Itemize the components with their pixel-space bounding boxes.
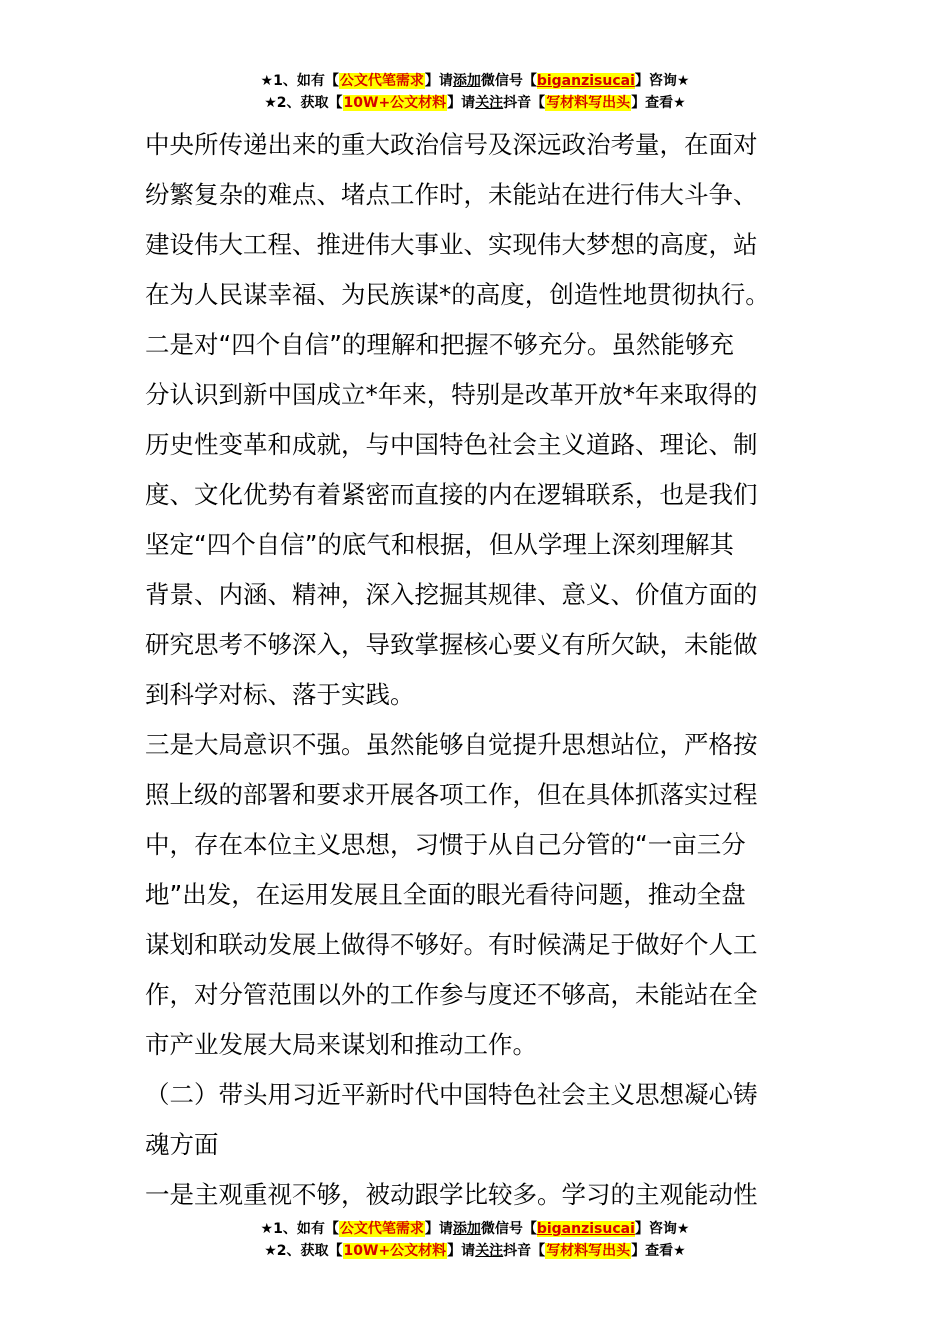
body-line: 背景、内涵、精神，深入挖掘其规律、意义、价值方面的 [145,580,758,609]
body-line: 二是对“四个自信”的理解和把握不够充分。虽然能够充 [145,330,734,359]
footer-line-1-middle-b: 添加 [452,1221,481,1237]
footer-banner-line-2 [0,1240,950,1262]
banner-line-2-middle-a: 】请 [447,95,476,111]
body-line: 中，存在本位主义思想，习惯于从自己分管的“一亩三分 [145,830,746,859]
footer-line-1-highlight-service: 公文代笔需求 [339,1221,424,1237]
body-line: 分认识到新中国成立*年来，特别是改革开放*年来取得的 [145,380,758,409]
footer-line-2-suffix: 】查看★ [631,1243,686,1259]
body-line: 历史性变革和成就，与中国特色社会主义道路、理论、制 [145,430,758,459]
footer-line-1-middle-a: 】请 [424,1221,453,1237]
footer-line-2-middle-c: 抖音【 [503,1243,546,1259]
banner-line-1 [0,70,950,92]
banner-line-2-prefix: ★2、获取【 [264,95,343,111]
header-banner [0,70,950,114]
body-line: 研究思考不够深入，导致掌握核心要义有所欠缺，未能做 [145,630,758,659]
banner-line-2-highlight-materials: 10W+公文材料 [343,95,447,111]
body-line: 中央所传递出来的重大政治信号及深远政治考量，在面对 [145,130,758,159]
banner-line-2 [0,92,950,114]
body-line: 照上级的部署和要求开展各项工作，但在具体抓落实过程 [145,780,758,809]
body-line: 纷繁复杂的难点、堵点工作时，未能站在进行伟大斗争、 [145,180,758,209]
body-line: 在为人民谋幸福、为民族谋*的高度，创造性地贯彻执行。 [145,280,770,309]
banner-line-2-suffix: 】查看★ [631,95,686,111]
footer-line-1-wechat-id: biganzisucai [536,1221,635,1237]
footer-line-2-middle-b: 关注 [475,1243,504,1259]
body-line: 地”出发，在运用发展且全面的眼光看待问题，推动全盘 [145,880,746,909]
banner-line-1-middle-c: 微信号【 [480,73,537,89]
footer-line-2-douyin-account: 写材料写出头 [546,1243,631,1259]
body-line: 谋划和联动发展上做得不够好。有时候满足于做好个人工 [145,930,758,959]
footer-line-1-middle-c: 微信号【 [480,1221,537,1237]
footer-banner-line-1 [0,1218,950,1240]
body-line: 三是大局意识不强。虽然能够自觉提升思想站位，严格按 [145,730,758,759]
banner-line-1-wechat-id: biganzisucai [536,73,635,89]
section-heading-line: （二）带头用习近平新时代中国特色社会主义思想凝心铸 [145,1080,758,1109]
body-line: 建设伟大工程、推进伟大事业、实现伟大梦想的高度，站 [145,230,758,259]
banner-line-1-suffix: 】咨询★ [634,73,690,89]
body-line: 作，对分管范围以外的工作参与度还不够高，未能站在全 [145,980,758,1009]
footer-line-1-prefix: ★1、如有【 [260,1221,339,1237]
body-line: 度、文化优势有着紧密而直接的内在逻辑联系，也是我们 [145,480,758,509]
footer-line-2-highlight-materials: 10W+公文材料 [343,1243,447,1259]
footer-line-1-suffix: 】咨询★ [634,1221,690,1237]
body-line: 到科学对标、落于实践。 [145,680,415,709]
footer-line-2-prefix: ★2、获取【 [264,1243,343,1259]
footer-line-2-middle-a: 】请 [447,1243,476,1259]
banner-line-1-middle-a: 】请 [424,73,453,89]
banner-line-2-middle-c: 抖音【 [503,95,546,111]
banner-line-2-douyin-account: 写材料写出头 [546,95,631,111]
document-body [145,120,810,1220]
footer-banner [0,1218,950,1262]
section-heading-line: 魂方面 [145,1130,219,1159]
body-line: 市产业发展大局来谋划和推动工作。 [145,1030,537,1059]
banner-line-1-prefix: ★1、如有【 [260,73,339,89]
banner-line-1-middle-b: 添加 [452,73,481,89]
banner-line-1-highlight-service: 公文代笔需求 [339,73,424,89]
body-line: 坚定“四个自信”的底气和根据，但从学理上深刻理解其 [145,530,734,559]
banner-line-2-middle-b: 关注 [475,95,504,111]
body-line: 一是主观重视不够，被动跟学比较多。学习的主观能动性 [145,1180,758,1209]
